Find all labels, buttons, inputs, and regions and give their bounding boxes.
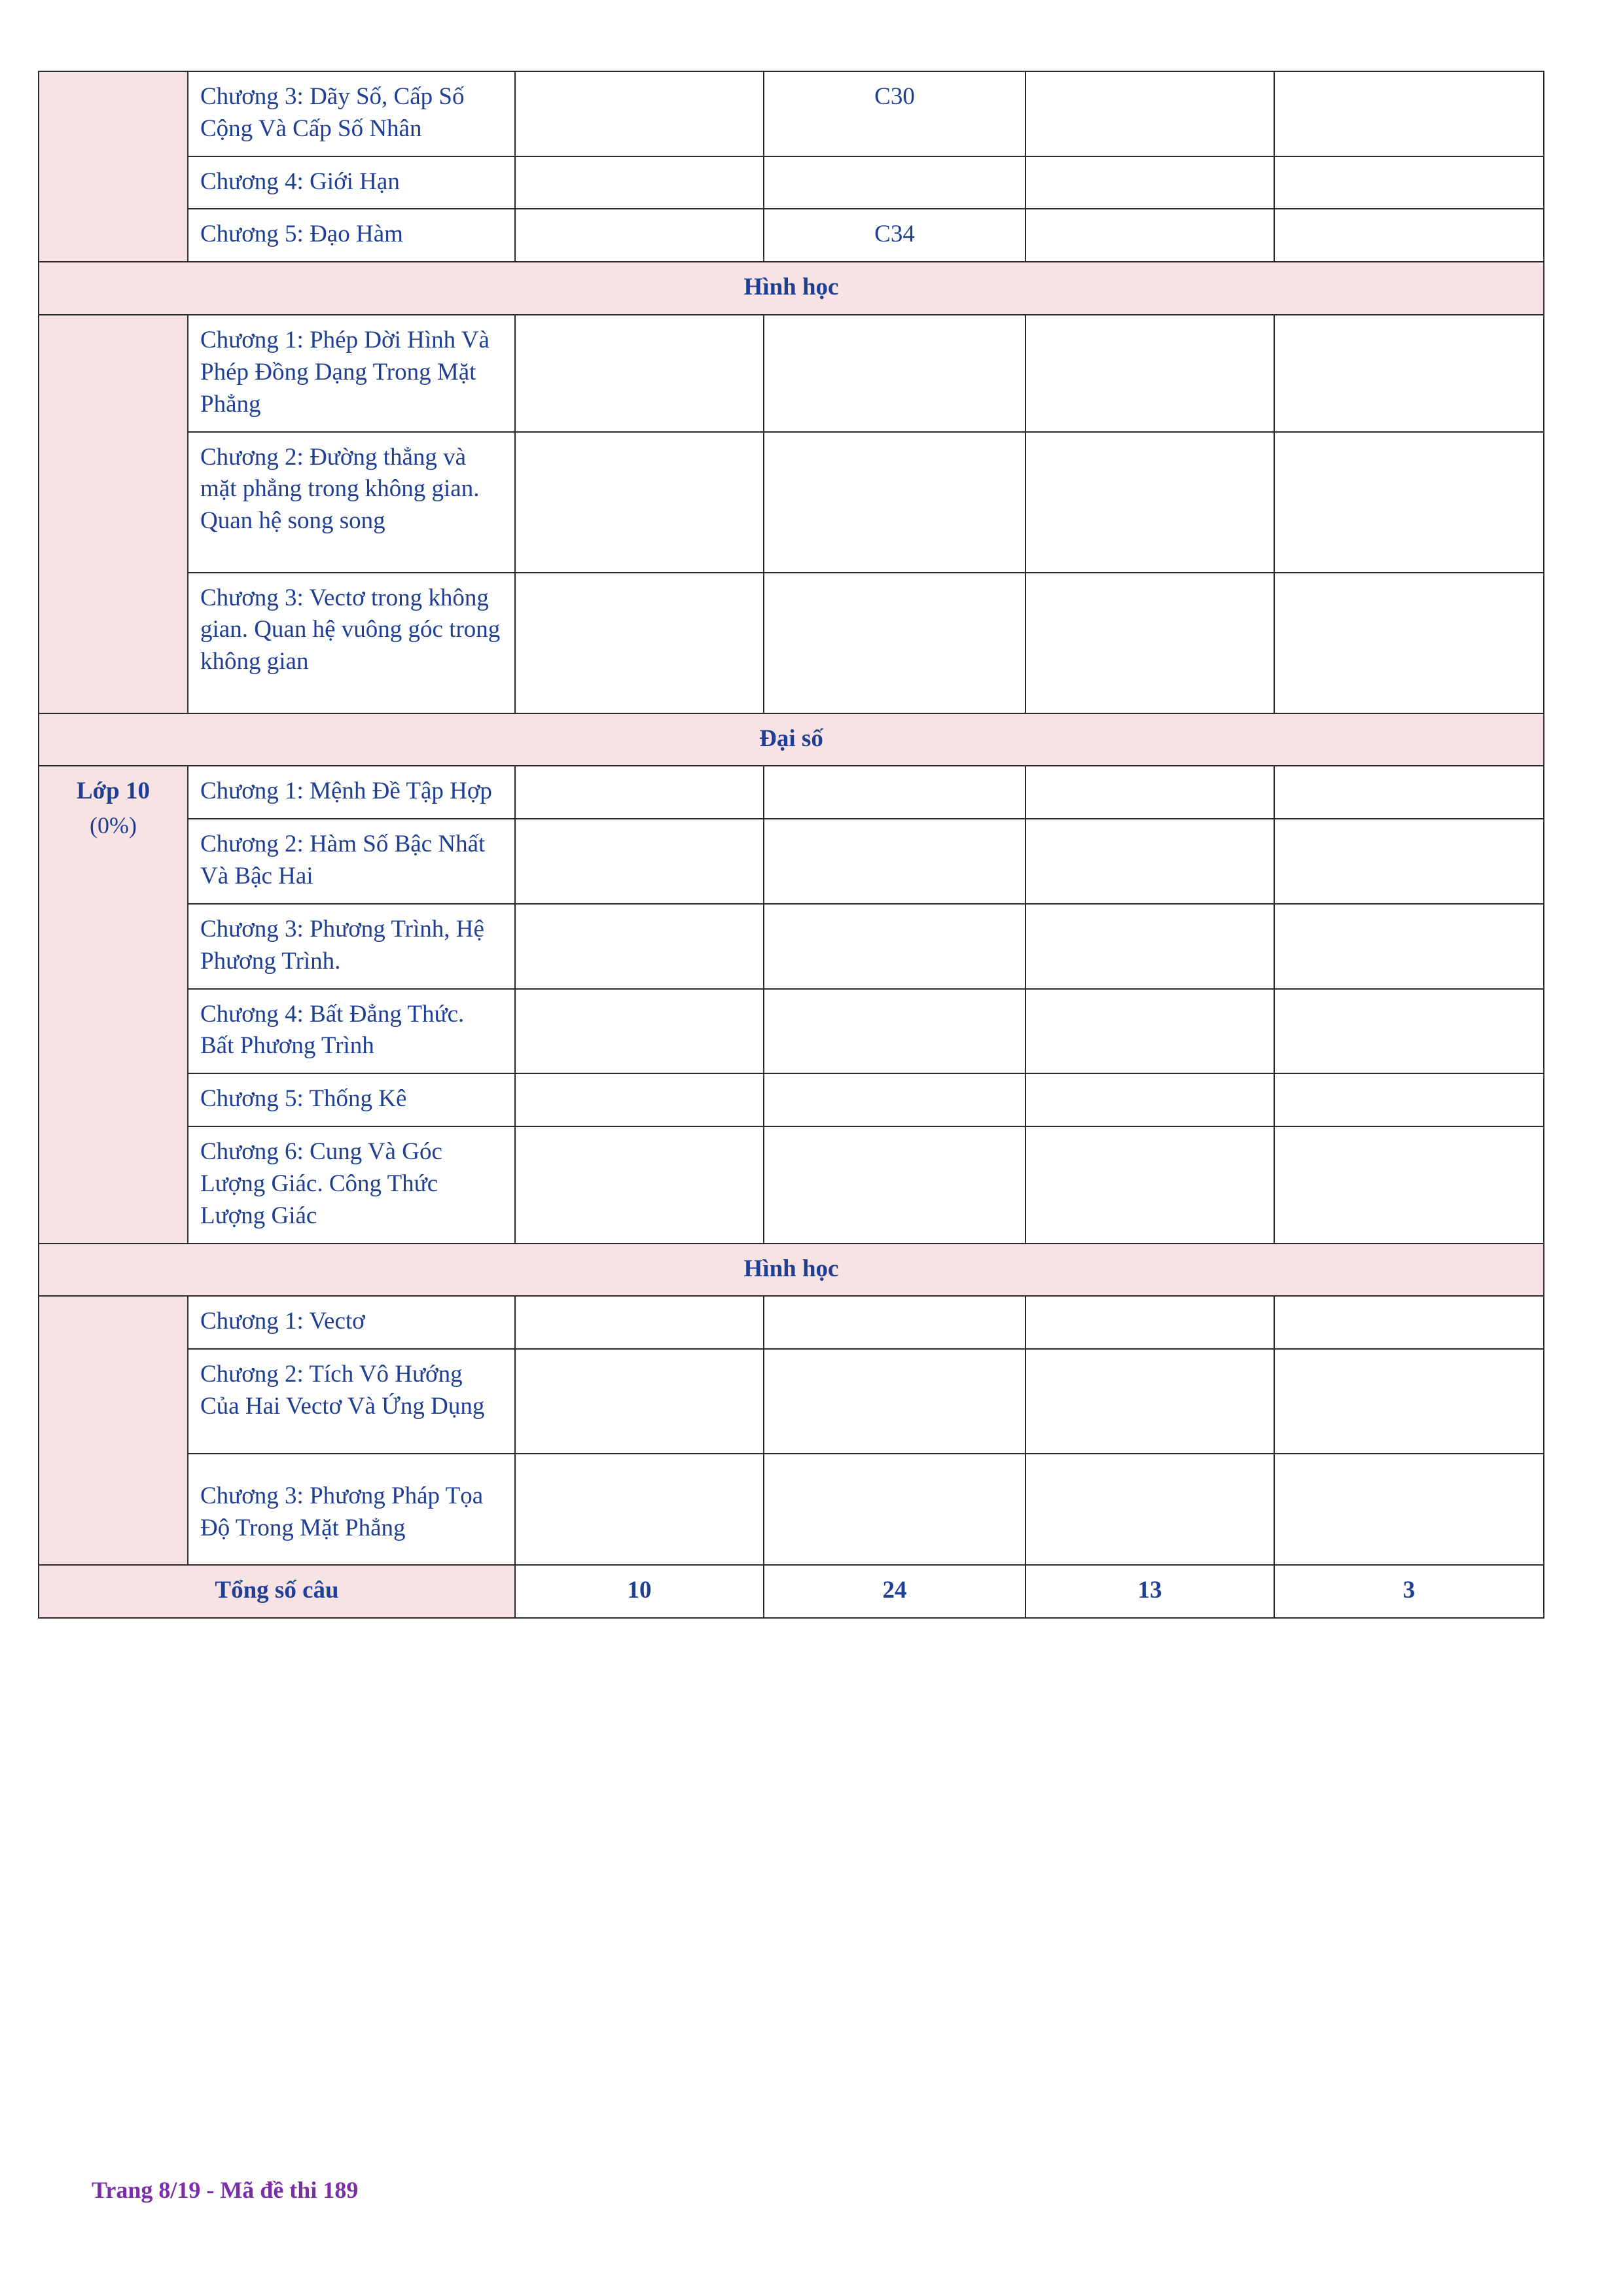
table-row-section: [39, 713, 1544, 766]
level3-cell[interactable]: [1026, 989, 1274, 1074]
section-header-hinh-hoc-2: Hình học: [39, 1244, 1544, 1297]
level1-cell[interactable]: [515, 432, 764, 573]
table-row: [39, 156, 1544, 209]
level4-cell[interactable]: [1274, 819, 1544, 904]
section-header-hinh-hoc-1: Hình học: [39, 262, 1544, 315]
table-row: [39, 209, 1544, 262]
chapter-label: Chương 2: Tích Vô Hướng Của Hai Vectơ Và Ứng Dụng: [188, 1349, 515, 1454]
level1-cell[interactable]: [515, 766, 764, 819]
level2-cell[interactable]: [764, 1296, 1026, 1349]
level1-cell[interactable]: [515, 1454, 764, 1565]
table-row: [39, 573, 1544, 713]
level4-cell[interactable]: [1274, 315, 1544, 431]
level4-cell[interactable]: [1274, 1073, 1544, 1126]
table-row-section: [39, 1244, 1544, 1297]
table-row: [39, 315, 1544, 431]
level2-cell[interactable]: [764, 989, 1026, 1074]
table-row: [39, 1126, 1544, 1243]
total-level1: 10: [515, 1565, 764, 1618]
chapter-label: Chương 1: Phép Dời Hình Và Phép Đồng Dạng Trong Mặt Phẳng: [188, 315, 515, 431]
level4-cell[interactable]: [1274, 209, 1544, 262]
total-level3: 13: [1026, 1565, 1274, 1618]
level1-cell[interactable]: [515, 1073, 764, 1126]
level4-cell[interactable]: [1274, 1454, 1544, 1565]
grade-cell-empty-middle: [39, 315, 188, 713]
chapter-label: Chương 3: Dãy Số, Cấp Số Cộng Và Cấp Số Nhân: [188, 71, 515, 156]
level4-cell[interactable]: [1274, 1126, 1544, 1243]
level2-cell[interactable]: [764, 1349, 1026, 1454]
total-level4: 3: [1274, 1565, 1544, 1618]
total-label: Tổng số câu: [39, 1565, 515, 1618]
grade-percent: (0%): [90, 812, 137, 839]
chapter-label: Chương 2: Đường thẳng và mặt phẳng trong không gian. Quan hệ song song: [188, 432, 515, 573]
level3-cell[interactable]: [1026, 1296, 1274, 1349]
level1-cell[interactable]: [515, 819, 764, 904]
page-footer: [92, 2176, 358, 2204]
level1-cell[interactable]: [515, 904, 764, 989]
level2-cell[interactable]: [764, 1073, 1026, 1126]
level2-cell[interactable]: [764, 1454, 1026, 1565]
level3-cell[interactable]: [1026, 1454, 1274, 1565]
grade-cell-empty-top: [39, 71, 188, 262]
exam-matrix-sheet: [38, 71, 1543, 1619]
level3-cell[interactable]: [1026, 819, 1274, 904]
table-row-total: [39, 1565, 1544, 1618]
level1-cell[interactable]: [515, 573, 764, 713]
chapter-label: Chương 3: Phương Pháp Tọa Độ Trong Mặt Phẳng: [188, 1454, 515, 1565]
table-row: [39, 1296, 1544, 1349]
grade-cell-lop-10: [39, 766, 188, 1243]
table-row-section: [39, 262, 1544, 315]
level2-cell[interactable]: [764, 315, 1026, 431]
level2-cell[interactable]: [764, 156, 1026, 209]
level3-cell[interactable]: [1026, 573, 1274, 713]
level2-cell[interactable]: C30: [764, 71, 1026, 156]
level3-cell[interactable]: [1026, 156, 1274, 209]
level1-cell[interactable]: [515, 1126, 764, 1243]
level1-cell[interactable]: [515, 1349, 764, 1454]
level3-cell[interactable]: [1026, 1126, 1274, 1243]
grade-cell-empty-bottom: [39, 1296, 188, 1565]
table-row: [39, 1349, 1544, 1454]
total-level2: 24: [764, 1565, 1026, 1618]
chapter-label: Chương 3: Phương Trình, Hệ Phương Trình.: [188, 904, 515, 989]
level2-cell[interactable]: C34: [764, 209, 1026, 262]
level4-cell[interactable]: [1274, 432, 1544, 573]
level4-cell[interactable]: [1274, 989, 1544, 1074]
chapter-label: Chương 4: Bất Đẳng Thức. Bất Phương Trình: [188, 989, 515, 1074]
level4-cell[interactable]: [1274, 1349, 1544, 1454]
table-row: [39, 819, 1544, 904]
table-row: [39, 989, 1544, 1074]
level4-cell[interactable]: [1274, 1296, 1544, 1349]
level4-cell[interactable]: [1274, 573, 1544, 713]
chapter-label: Chương 5: Thống Kê: [188, 1073, 515, 1126]
section-header-dai-so: Đại số: [39, 713, 1544, 766]
level1-cell[interactable]: [515, 71, 764, 156]
chapter-label: Chương 4: Giới Hạn: [188, 156, 515, 209]
level3-cell[interactable]: [1026, 904, 1274, 989]
level3-cell[interactable]: [1026, 432, 1274, 573]
footer-text: Trang 8/19 - Mã đề thi 189: [92, 2177, 359, 2203]
table-row: [39, 432, 1544, 573]
grade-name: Lớp 10: [77, 778, 150, 805]
level1-cell[interactable]: [515, 315, 764, 431]
level1-cell[interactable]: [515, 209, 764, 262]
level2-cell[interactable]: [764, 766, 1026, 819]
level3-cell[interactable]: [1026, 1349, 1274, 1454]
level2-cell[interactable]: [764, 432, 1026, 573]
level4-cell[interactable]: [1274, 766, 1544, 819]
level2-cell[interactable]: [764, 819, 1026, 904]
level2-cell[interactable]: [764, 573, 1026, 713]
exam-matrix-table: [38, 71, 1544, 1619]
level4-cell[interactable]: [1274, 904, 1544, 989]
chapter-label: Chương 1: Vectơ: [188, 1296, 515, 1349]
table-row: [39, 1073, 1544, 1126]
level1-cell[interactable]: [515, 156, 764, 209]
level4-cell[interactable]: [1274, 71, 1544, 156]
level4-cell[interactable]: [1274, 156, 1544, 209]
chapter-label: Chương 1: Mệnh Đề Tập Hợp: [188, 766, 515, 819]
chapter-label: Chương 3: Vectơ trong không gian. Quan hệ vuông góc trong không gian: [188, 573, 515, 713]
table-row: [39, 71, 1544, 156]
level3-cell[interactable]: [1026, 1073, 1274, 1126]
table-row: [39, 904, 1544, 989]
level1-cell[interactable]: [515, 1296, 764, 1349]
level2-cell[interactable]: [764, 904, 1026, 989]
table-row: [39, 1454, 1544, 1565]
chapter-label: Chương 6: Cung Và Góc Lượng Giác. Công Thức Lượng Giác: [188, 1126, 515, 1243]
level3-cell[interactable]: [1026, 315, 1274, 431]
chapter-label: Chương 5: Đạo Hàm: [188, 209, 515, 262]
level3-cell[interactable]: [1026, 71, 1274, 156]
chapter-label: Chương 2: Hàm Số Bậc Nhất Và Bậc Hai: [188, 819, 515, 904]
level3-cell[interactable]: [1026, 766, 1274, 819]
level1-cell[interactable]: [515, 989, 764, 1074]
table-row: [39, 766, 1544, 819]
level3-cell[interactable]: [1026, 209, 1274, 262]
level2-cell[interactable]: [764, 1126, 1026, 1243]
